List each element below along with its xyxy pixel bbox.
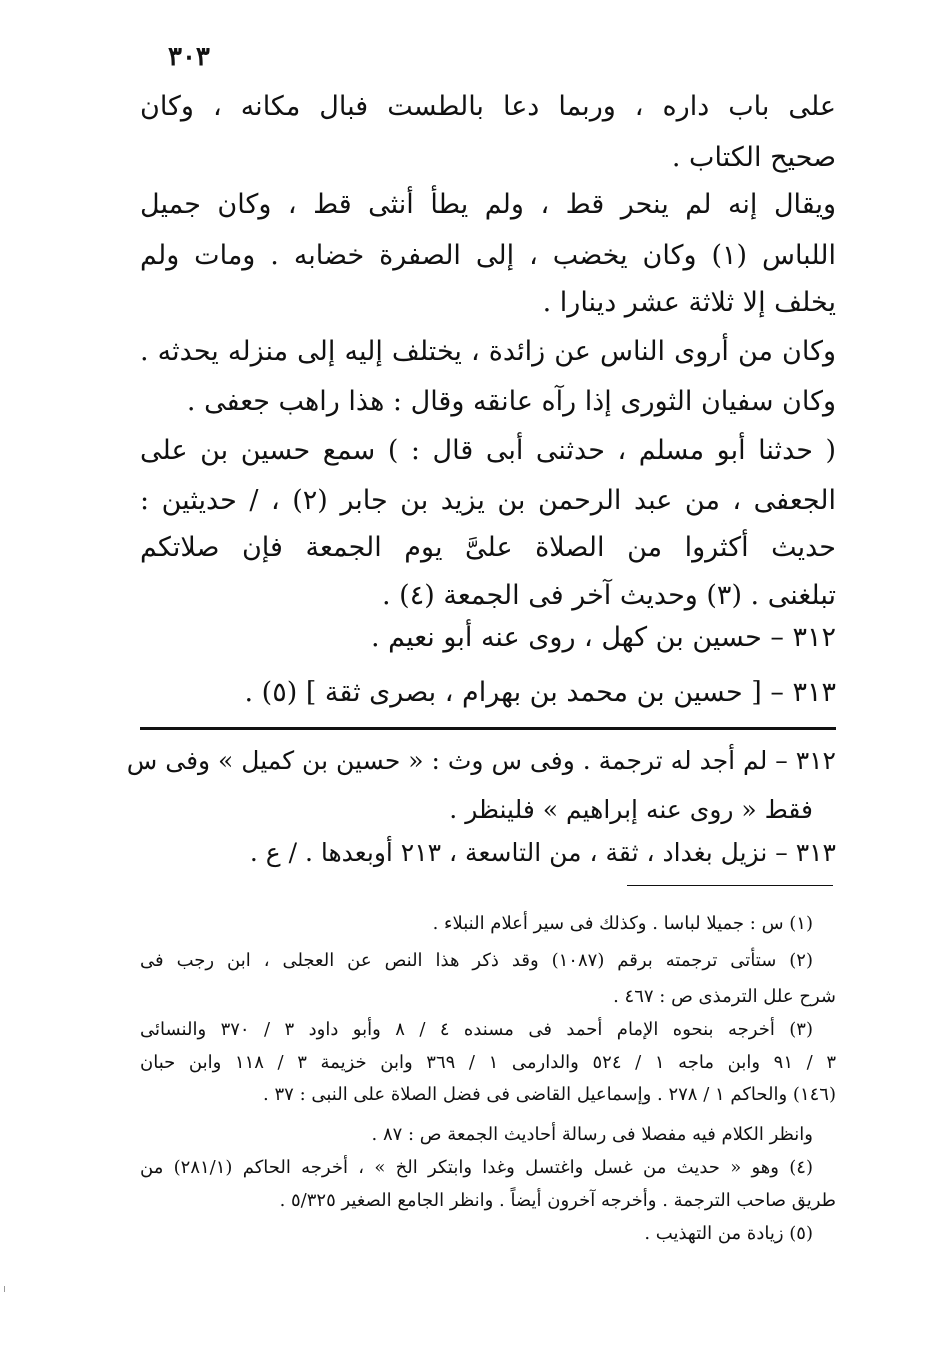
footnote: (٣) أخرجه بنحوه الإمام أحمد فى مسنده ٤ / ٨ وأبو داود ٣ / ٣٧٠ والنسائى	[140, 1019, 813, 1040]
body-line: وكان من أروى الناس عن زائدة ، يختلف إليه إلى منزله يحدثه .	[140, 336, 836, 367]
body-line: يخلف إلا ثلاثة عشر دينارا .	[542, 287, 836, 318]
body-line: صحيح الكتاب .	[671, 142, 836, 173]
footnote: (٥) زيادة من التهذيب .	[644, 1223, 813, 1244]
divider-rule	[140, 727, 836, 730]
footnote: وانظر الكلام فيه مفصلا فى رسالة أحاديث الجمعة ص : ٨٧ .	[371, 1124, 813, 1145]
editor-note: ٣١٢ – لم أجد له ترجمة . وفى س وث : « حسين بن كميل » وفى س	[126, 746, 836, 775]
footnote: (٤) وهو « حديث من غسل واغتسل وغدا وابتكر الخ » ، أخرجه الحاكم (٢٨١/١) من	[140, 1157, 813, 1178]
footnote: (١) س : جميلا لباسا . وكذلك فى سير أعلام النبلاء .	[432, 913, 813, 934]
body-line: الجعفى ، من عبد الرحمن بن يزيد بن جابر (٢) ، / حديثين :	[140, 485, 837, 516]
body-line: حديث أكثروا من الصلاة علىَّ يوم الجمعة فإن صلاتكم	[140, 532, 836, 563]
body-line: على باب داره ، وربما دعا بالطست فبال مكانه ، وكان	[140, 91, 836, 122]
footnote: طريق صاحب الترجمة . وأخرجه آخرون أيضاً . وانظر الجامع الصغير ٥/٣٢٥ .	[279, 1190, 836, 1211]
editor-note: فقط « روى عنه إبراهيم » فلينظر .	[449, 795, 813, 824]
footnote: ٣ / ٩١ وابن ماجه ١ / ٥٢٤ والدارمى ١ / ٣٦٩ وابن خزيمة ٣ / ١١٨ وابن حبان	[140, 1052, 836, 1073]
footnote: شرح علل الترمذى ص : ٤٦٧ .	[613, 986, 836, 1007]
entry-312: ٣١٢ – حسين بن كهل ، روى عنه أبو نعيم .	[371, 622, 836, 653]
scan-mark	[4, 1286, 5, 1292]
footnote: (٢) ستأتى ترجمته برقم (١٠٨٧) وقد ذكر هذا النص عن العجلى ، ابن رجب فى	[140, 950, 813, 971]
body-line: ويقال إنه لم ينحر قط ، ولم يطأ أنثى قط ، وكان جميل	[140, 189, 836, 220]
footnote-rule	[627, 885, 833, 886]
body-line: وكان سفيان الثورى إذا رآه عانقه وقال : هذا راهب جعفى .	[186, 386, 836, 417]
body-line: اللباس (١) وكان يخضب ، إلى الصفرة خضابه . ومات ولم	[140, 240, 837, 271]
page-number: ٣٠٣	[168, 42, 210, 72]
body-line: ( حدثنا أبو مسلم ، حدثنى أبى قال : ) سمع حسين بن على	[140, 435, 836, 466]
entry-313: ٣١٣ – [ حسين بن محمد بن بهرام ، بصرى ثقة ] (٥) .	[244, 677, 836, 708]
editor-note: ٣١٣ – نزيل بغداد ، ثقة ، من التاسعة ، ٢١٣ أوبعدها . / ع .	[249, 838, 836, 867]
body-line: تبلغنى . (٣) وحديث آخر فى الجمعة (٤) .	[382, 580, 836, 611]
footnote: (١٤٦) والحاكم ١ / ٢٧٨ . وإسماعيل القاضى فى فضل الصلاة على النبى : ٣٧ .	[263, 1084, 836, 1105]
